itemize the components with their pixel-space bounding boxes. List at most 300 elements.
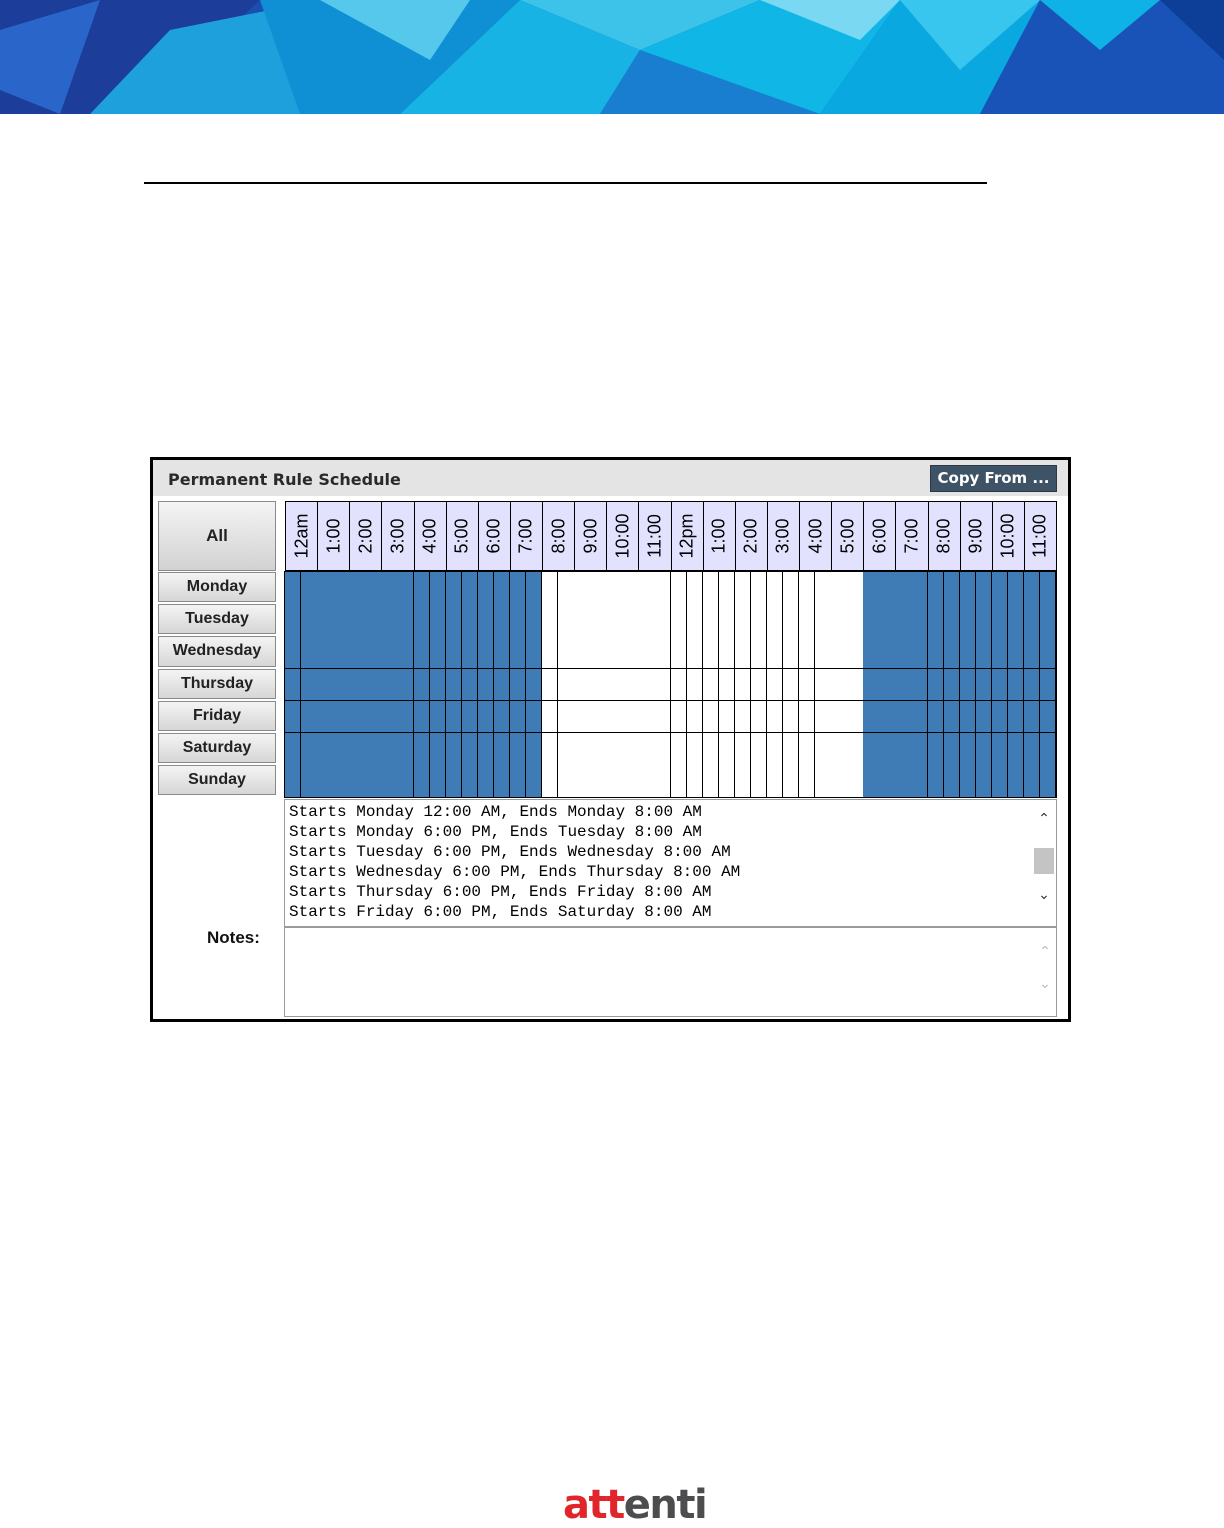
schedule-cell[interactable] — [863, 765, 879, 798]
schedule-cell[interactable] — [960, 733, 976, 766]
schedule-cell[interactable] — [606, 572, 622, 605]
schedule-cell[interactable] — [301, 765, 317, 798]
schedule-cell[interactable] — [895, 765, 911, 798]
schedule-cell[interactable] — [895, 669, 911, 702]
schedule-cell[interactable] — [671, 669, 687, 702]
schedule-cell[interactable] — [462, 701, 478, 734]
schedule-cell[interactable] — [446, 572, 462, 605]
schedule-cell[interactable] — [349, 604, 365, 637]
schedule-cell[interactable] — [590, 669, 606, 702]
hour-header-2[interactable] — [349, 501, 382, 571]
hour-header-18[interactable] — [863, 501, 896, 571]
schedule-cell[interactable] — [751, 765, 767, 798]
schedule-cell[interactable] — [510, 572, 526, 605]
schedule-cell[interactable] — [815, 604, 831, 637]
schedule-cell[interactable] — [654, 604, 670, 637]
schedule-cell[interactable] — [1040, 765, 1056, 798]
schedule-cell[interactable] — [831, 604, 847, 637]
hour-header-7[interactable] — [510, 501, 543, 571]
schedule-cell[interactable] — [301, 604, 317, 637]
schedule-cell[interactable] — [558, 669, 574, 702]
schedule-cell[interactable] — [430, 604, 446, 637]
schedule-cell[interactable] — [462, 669, 478, 702]
schedule-cell[interactable] — [365, 572, 381, 605]
schedule-cell[interactable] — [847, 572, 863, 605]
schedule-cell[interactable] — [1024, 669, 1040, 702]
schedule-cell[interactable] — [687, 701, 703, 734]
schedule-cell[interactable] — [1040, 701, 1056, 734]
schedule-cell[interactable] — [719, 604, 735, 637]
schedule-cell[interactable] — [333, 765, 349, 798]
schedule-cell[interactable] — [397, 765, 413, 798]
schedule-cell[interactable] — [911, 733, 927, 766]
schedule-cell[interactable] — [751, 636, 767, 669]
summary-scrollbar[interactable] — [1034, 802, 1054, 922]
schedule-cell[interactable] — [895, 636, 911, 669]
schedule-cell[interactable] — [430, 733, 446, 766]
schedule-cell[interactable] — [783, 733, 799, 766]
schedule-cell[interactable] — [349, 733, 365, 766]
schedule-cell[interactable] — [542, 765, 558, 798]
schedule-cell[interactable] — [574, 765, 590, 798]
schedule-cell[interactable] — [397, 572, 413, 605]
schedule-cell[interactable] — [365, 604, 381, 637]
schedule-cell[interactable] — [494, 701, 510, 734]
hour-header-23[interactable] — [1024, 501, 1057, 571]
schedule-cell[interactable] — [911, 572, 927, 605]
schedule-cell[interactable] — [783, 572, 799, 605]
schedule-cell[interactable] — [799, 636, 815, 669]
schedule-cell[interactable] — [638, 636, 654, 669]
schedule-cell[interactable] — [1040, 636, 1056, 669]
schedule-cell[interactable] — [799, 572, 815, 605]
schedule-cell[interactable] — [928, 572, 944, 605]
schedule-cell[interactable] — [944, 701, 960, 734]
schedule-cell[interactable] — [815, 636, 831, 669]
schedule-cell[interactable] — [317, 701, 333, 734]
schedule-cell[interactable] — [799, 765, 815, 798]
schedule-cell[interactable] — [831, 572, 847, 605]
schedule-cell[interactable] — [671, 765, 687, 798]
schedule-cell[interactable] — [397, 604, 413, 637]
schedule-cell[interactable] — [381, 572, 397, 605]
schedule-cell[interactable] — [863, 669, 879, 702]
schedule-cell[interactable] — [414, 669, 430, 702]
schedule-cell[interactable] — [606, 701, 622, 734]
schedule-cell[interactable] — [992, 701, 1008, 734]
schedule-cell[interactable] — [446, 604, 462, 637]
schedule-cell[interactable] — [703, 604, 719, 637]
schedule-cell[interactable] — [671, 636, 687, 669]
schedule-cell[interactable] — [879, 733, 895, 766]
schedule-cell[interactable] — [494, 604, 510, 637]
schedule-cell[interactable] — [911, 636, 927, 669]
schedule-cell[interactable] — [767, 669, 783, 702]
hour-header-14[interactable] — [735, 501, 768, 571]
schedule-cell[interactable] — [911, 669, 927, 702]
schedule-cell[interactable] — [895, 733, 911, 766]
schedule-cell[interactable] — [895, 701, 911, 734]
schedule-cell[interactable] — [767, 701, 783, 734]
schedule-cell[interactable] — [494, 733, 510, 766]
schedule-cell[interactable] — [654, 572, 670, 605]
schedule-cell[interactable] — [960, 765, 976, 798]
schedule-cell[interactable] — [638, 669, 654, 702]
schedule-cell[interactable] — [751, 701, 767, 734]
schedule-cell[interactable] — [735, 604, 751, 637]
schedule-cell[interactable] — [719, 701, 735, 734]
schedule-cell[interactable] — [365, 765, 381, 798]
schedule-cell[interactable] — [606, 604, 622, 637]
schedule-cell[interactable] — [574, 636, 590, 669]
schedule-cell[interactable] — [719, 733, 735, 766]
schedule-cell[interactable] — [558, 636, 574, 669]
schedule-cell[interactable] — [735, 636, 751, 669]
schedule-cell[interactable] — [526, 701, 542, 734]
schedule-cell[interactable] — [976, 604, 992, 637]
schedule-cell[interactable] — [735, 733, 751, 766]
schedule-cell[interactable] — [944, 669, 960, 702]
schedule-cell[interactable] — [333, 604, 349, 637]
schedule-cell[interactable] — [397, 701, 413, 734]
schedule-cell[interactable] — [414, 572, 430, 605]
hour-header-0[interactable] — [285, 501, 318, 571]
schedule-cell[interactable] — [333, 572, 349, 605]
schedule-cell[interactable] — [446, 733, 462, 766]
schedule-cell[interactable] — [671, 733, 687, 766]
schedule-cell[interactable] — [815, 733, 831, 766]
hour-header-12[interactable] — [671, 501, 704, 571]
schedule-cell[interactable] — [735, 669, 751, 702]
hour-header-9[interactable] — [574, 501, 607, 571]
schedule-cell[interactable] — [944, 604, 960, 637]
schedule-cell[interactable] — [494, 669, 510, 702]
schedule-cell[interactable] — [944, 765, 960, 798]
schedule-cell[interactable] — [687, 765, 703, 798]
schedule-cell[interactable] — [622, 572, 638, 605]
schedule-cell[interactable] — [397, 636, 413, 669]
schedule-cell[interactable] — [526, 604, 542, 637]
schedule-cell[interactable] — [703, 636, 719, 669]
schedule-cell[interactable] — [381, 765, 397, 798]
schedule-cell[interactable] — [542, 733, 558, 766]
schedule-cell[interactable] — [574, 733, 590, 766]
schedule-cell[interactable] — [783, 701, 799, 734]
schedule-cell[interactable] — [831, 765, 847, 798]
schedule-cell[interactable] — [414, 765, 430, 798]
schedule-cell[interactable] — [317, 636, 333, 669]
hour-header-21[interactable] — [960, 501, 993, 571]
schedule-cell[interactable] — [719, 765, 735, 798]
schedule-cell[interactable] — [815, 701, 831, 734]
schedule-cell[interactable] — [590, 733, 606, 766]
scroll-down-icon[interactable]: ⌄ — [1038, 887, 1050, 903]
schedule-cell[interactable] — [847, 636, 863, 669]
notes-textarea[interactable] — [284, 927, 1057, 1017]
schedule-cell[interactable] — [414, 733, 430, 766]
schedule-cell[interactable] — [478, 733, 494, 766]
schedule-cell[interactable] — [847, 701, 863, 734]
schedule-cell[interactable] — [638, 765, 654, 798]
schedule-cell[interactable] — [349, 765, 365, 798]
schedule-cell[interactable] — [960, 604, 976, 637]
schedule-cell[interactable] — [526, 669, 542, 702]
schedule-cell[interactable] — [638, 701, 654, 734]
schedule-cell[interactable] — [317, 604, 333, 637]
schedule-cell[interactable] — [992, 604, 1008, 637]
schedule-cell[interactable] — [590, 636, 606, 669]
schedule-cell[interactable] — [879, 636, 895, 669]
schedule-cell[interactable] — [622, 733, 638, 766]
schedule-cell[interactable] — [1008, 733, 1024, 766]
schedule-cell[interactable] — [767, 572, 783, 605]
schedule-cell[interactable] — [815, 572, 831, 605]
schedule-cell[interactable] — [478, 604, 494, 637]
schedule-cell[interactable] — [735, 572, 751, 605]
schedule-cell[interactable] — [976, 765, 992, 798]
schedule-cell[interactable] — [767, 604, 783, 637]
schedule-cell[interactable] — [976, 701, 992, 734]
schedule-cell[interactable] — [590, 604, 606, 637]
schedule-cell[interactable] — [301, 701, 317, 734]
schedule-cell[interactable] — [928, 669, 944, 702]
schedule-cell[interactable] — [1024, 604, 1040, 637]
schedule-cell[interactable] — [992, 636, 1008, 669]
schedule-cell[interactable] — [478, 701, 494, 734]
schedule-cell[interactable] — [960, 572, 976, 605]
schedule-cell[interactable] — [285, 733, 301, 766]
schedule-cell[interactable] — [735, 701, 751, 734]
schedule-cell[interactable] — [783, 604, 799, 637]
schedule-cell[interactable] — [542, 636, 558, 669]
schedule-cell[interactable] — [462, 765, 478, 798]
schedule-cell[interactable] — [494, 765, 510, 798]
schedule-cell[interactable] — [960, 636, 976, 669]
schedule-cell[interactable] — [928, 733, 944, 766]
schedule-cell[interactable] — [542, 604, 558, 637]
schedule-cell[interactable] — [1024, 701, 1040, 734]
schedule-cell[interactable] — [863, 604, 879, 637]
schedule-cell[interactable] — [622, 636, 638, 669]
schedule-cell[interactable] — [365, 636, 381, 669]
schedule-cell[interactable] — [285, 636, 301, 669]
schedule-cell[interactable] — [992, 669, 1008, 702]
schedule-cell[interactable] — [462, 604, 478, 637]
schedule-cell[interactable] — [333, 669, 349, 702]
schedule-cell[interactable] — [879, 701, 895, 734]
hour-header-13[interactable] — [703, 501, 736, 571]
schedule-cell[interactable] — [606, 636, 622, 669]
schedule-cell[interactable] — [847, 765, 863, 798]
schedule-cell[interactable] — [414, 636, 430, 669]
schedule-cell[interactable] — [928, 765, 944, 798]
schedule-cell[interactable] — [1024, 765, 1040, 798]
schedule-cell[interactable] — [510, 669, 526, 702]
schedule-cell[interactable] — [301, 572, 317, 605]
schedule-cell[interactable] — [976, 733, 992, 766]
schedule-cell[interactable] — [446, 765, 462, 798]
schedule-cell[interactable] — [799, 701, 815, 734]
schedule-cell[interactable] — [285, 669, 301, 702]
schedule-cell[interactable] — [285, 604, 301, 637]
schedule-cell[interactable] — [831, 636, 847, 669]
schedule-cell[interactable] — [590, 701, 606, 734]
schedule-cell[interactable] — [847, 604, 863, 637]
schedule-cell[interactable] — [285, 701, 301, 734]
schedule-cell[interactable] — [767, 636, 783, 669]
schedule-cell[interactable] — [687, 636, 703, 669]
schedule-cell[interactable] — [799, 669, 815, 702]
schedule-cell[interactable] — [654, 636, 670, 669]
copy-from-button[interactable]: Copy From ... — [930, 465, 1057, 492]
schedule-cell[interactable] — [301, 733, 317, 766]
schedule-cell[interactable] — [1008, 701, 1024, 734]
schedule-cell[interactable] — [1008, 669, 1024, 702]
schedule-cell[interactable] — [703, 572, 719, 605]
schedule-cell[interactable] — [381, 701, 397, 734]
hour-header-15[interactable] — [767, 501, 800, 571]
schedule-cell[interactable] — [879, 572, 895, 605]
schedule-cell[interactable] — [687, 669, 703, 702]
schedule-cell[interactable] — [1040, 572, 1056, 605]
schedule-cell[interactable] — [494, 572, 510, 605]
schedule-cell[interactable] — [703, 733, 719, 766]
day-button-monday[interactable]: Monday — [158, 572, 276, 602]
hour-header-3[interactable] — [381, 501, 414, 571]
schedule-cell[interactable] — [751, 572, 767, 605]
schedule-cell[interactable] — [430, 765, 446, 798]
schedule-cell[interactable] — [365, 701, 381, 734]
schedule-cell[interactable] — [606, 669, 622, 702]
schedule-cell[interactable] — [944, 572, 960, 605]
schedule-cell[interactable] — [542, 701, 558, 734]
hour-header-6[interactable] — [478, 501, 511, 571]
schedule-cell[interactable] — [638, 733, 654, 766]
schedule-cell[interactable] — [654, 669, 670, 702]
schedule-cell[interactable] — [879, 765, 895, 798]
schedule-cell[interactable] — [510, 733, 526, 766]
schedule-cell[interactable] — [462, 733, 478, 766]
schedule-cell[interactable] — [960, 669, 976, 702]
hour-header-19[interactable] — [895, 501, 928, 571]
schedule-cell[interactable] — [462, 636, 478, 669]
schedule-cell[interactable] — [542, 669, 558, 702]
hour-header-17[interactable] — [831, 501, 864, 571]
schedule-cell[interactable] — [1024, 572, 1040, 605]
schedule-cell[interactable] — [397, 733, 413, 766]
hour-header-22[interactable] — [992, 501, 1025, 571]
schedule-cell[interactable] — [558, 701, 574, 734]
schedule-cell[interactable] — [446, 701, 462, 734]
schedule-cell[interactable] — [847, 733, 863, 766]
schedule-cell[interactable] — [1024, 636, 1040, 669]
schedule-cell[interactable] — [751, 733, 767, 766]
schedule-cell[interactable] — [1008, 604, 1024, 637]
schedule-cell[interactable] — [510, 765, 526, 798]
schedule-cell[interactable] — [317, 572, 333, 605]
schedule-cell[interactable] — [1040, 733, 1056, 766]
hour-header-5[interactable] — [446, 501, 479, 571]
day-button-sunday[interactable]: Sunday — [158, 765, 276, 795]
scroll-thumb[interactable] — [1034, 848, 1054, 874]
schedule-cell[interactable] — [349, 572, 365, 605]
schedule-cell[interactable] — [285, 765, 301, 798]
schedule-cell[interactable] — [751, 669, 767, 702]
schedule-cell[interactable] — [622, 669, 638, 702]
schedule-cell[interactable] — [719, 572, 735, 605]
schedule-cell[interactable] — [719, 636, 735, 669]
schedule-cell[interactable] — [381, 733, 397, 766]
schedule-cell[interactable] — [654, 701, 670, 734]
schedule-cell[interactable] — [622, 765, 638, 798]
schedule-cell[interactable] — [863, 572, 879, 605]
schedule-cell[interactable] — [863, 636, 879, 669]
schedule-cell[interactable] — [1008, 572, 1024, 605]
schedule-cell[interactable] — [558, 572, 574, 605]
schedule-cell[interactable] — [815, 669, 831, 702]
schedule-cell[interactable] — [478, 765, 494, 798]
schedule-cell[interactable] — [911, 604, 927, 637]
schedule-cell[interactable] — [365, 669, 381, 702]
schedule-cell[interactable] — [285, 572, 301, 605]
schedule-cell[interactable] — [928, 604, 944, 637]
schedule-cell[interactable] — [831, 669, 847, 702]
schedule-cell[interactable] — [976, 669, 992, 702]
schedule-cell[interactable] — [317, 765, 333, 798]
schedule-cell[interactable] — [446, 636, 462, 669]
schedule-cell[interactable] — [767, 733, 783, 766]
schedule-cell[interactable] — [960, 701, 976, 734]
schedule-cell[interactable] — [510, 636, 526, 669]
schedule-cell[interactable] — [976, 572, 992, 605]
schedule-cell[interactable] — [928, 636, 944, 669]
schedule-cell[interactable] — [815, 765, 831, 798]
schedule-cell[interactable] — [847, 669, 863, 702]
schedule-cell[interactable] — [879, 669, 895, 702]
schedule-cell[interactable] — [911, 701, 927, 734]
schedule-cell[interactable] — [317, 733, 333, 766]
schedule-cell[interactable] — [703, 669, 719, 702]
day-button-saturday[interactable]: Saturday — [158, 733, 276, 763]
schedule-cell[interactable] — [783, 669, 799, 702]
schedule-cell[interactable] — [494, 636, 510, 669]
schedule-cell[interactable] — [574, 572, 590, 605]
schedule-cell[interactable] — [911, 765, 927, 798]
hour-header-1[interactable] — [317, 501, 350, 571]
schedule-cell[interactable] — [558, 765, 574, 798]
schedule-cell[interactable] — [703, 701, 719, 734]
schedule-cell[interactable] — [397, 669, 413, 702]
schedule-cell[interactable] — [317, 669, 333, 702]
schedule-cell[interactable] — [301, 669, 317, 702]
hour-header-11[interactable] — [638, 501, 671, 571]
schedule-cell[interactable] — [333, 701, 349, 734]
schedule-cell[interactable] — [719, 669, 735, 702]
schedule-cell[interactable] — [944, 733, 960, 766]
schedule-cell[interactable] — [654, 733, 670, 766]
schedule-cell[interactable] — [590, 572, 606, 605]
schedule-cell[interactable] — [430, 669, 446, 702]
schedule-cell[interactable] — [349, 669, 365, 702]
schedule-cell[interactable] — [928, 701, 944, 734]
schedule-cell[interactable] — [526, 765, 542, 798]
schedule-cell[interactable] — [992, 765, 1008, 798]
schedule-cell[interactable] — [687, 733, 703, 766]
schedule-cell[interactable] — [703, 765, 719, 798]
schedule-cell[interactable] — [671, 604, 687, 637]
schedule-cell[interactable] — [333, 636, 349, 669]
schedule-cell[interactable] — [638, 572, 654, 605]
